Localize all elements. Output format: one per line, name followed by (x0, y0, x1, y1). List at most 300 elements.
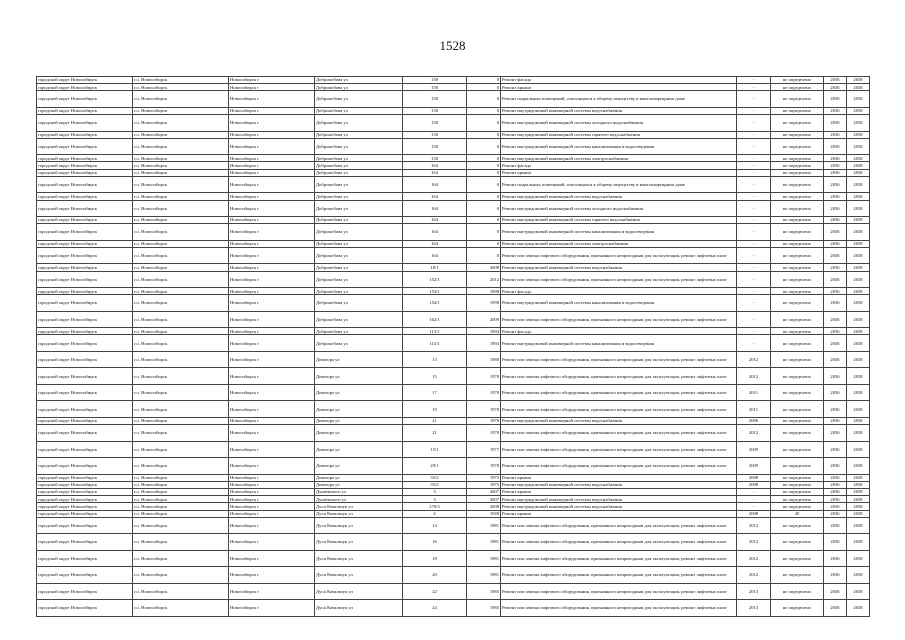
cell-district: г.о. Новосибирск (133, 115, 229, 132)
cell-work: Ремонт внутридомовой инженерной системы канализования и водоотведения (501, 335, 737, 352)
cell-street: Дунаевского ул (315, 489, 403, 496)
cell-year: 2012 (467, 271, 501, 288)
cell-year-from: 2036 (824, 368, 847, 385)
cell-year: 1981 (467, 567, 501, 584)
cell-house: 35/2 (403, 474, 467, 481)
cell-last-repair: 2013 (737, 600, 771, 617)
cell-settlement: Новосибирск г (229, 271, 315, 288)
cell-district: г.о. Новосибирск (133, 131, 229, 138)
cell-settlement: Новосибирск г (229, 384, 315, 401)
cell-cost: не определено (771, 247, 824, 264)
cell-house: 29/1 (403, 458, 467, 475)
cell-year-to: 2038 (847, 77, 870, 84)
cell-year-from: 2036 (824, 335, 847, 352)
cell-district: г.о. Новосибирск (133, 503, 229, 510)
cell-settlement: Новосибирск г (229, 84, 315, 91)
cell-work: Ремонт или замена лифтового оборудования, признанного непригодным для эксплуатации, ремонт лифтовых шахт (501, 247, 737, 264)
cell-district: г.о. Новосибирск (133, 401, 229, 418)
cell-street: Добромобова ул (315, 247, 403, 264)
cell-cost: не определено (771, 489, 824, 496)
cell-district: г.о. Новосибирск (133, 288, 229, 295)
cell-year-from: 2036 (824, 328, 847, 335)
table-row (37, 271, 870, 288)
cell-work: Ремонт подвальных помещений, относящихся к общему имуществу в многоквартирном доме (501, 176, 737, 193)
cell-work: Ремонт крыши (501, 489, 737, 496)
table-row (37, 458, 870, 475)
cell-work: Ремонт внутридомовой инженерной системы холодного водоснабжения (501, 200, 737, 217)
cell-district: г.о. Новосибирск (133, 583, 229, 600)
cell-house: 21 (403, 417, 467, 424)
cell-last-repair: - (737, 295, 771, 312)
table-row (37, 115, 870, 132)
cell-year: 1994 (467, 335, 501, 352)
table-row (37, 295, 870, 312)
cell-district: г.о. Новосибирск (133, 138, 229, 155)
cell-cost: не определено (771, 481, 824, 488)
cell-year: 1978 (467, 458, 501, 475)
cell-year: 0 (467, 107, 501, 114)
cell-year: 1998 (467, 288, 501, 295)
cell-cost: не определено (771, 583, 824, 600)
cell-street: Дуси Ковальчук ул (315, 583, 403, 600)
cell-municipality: городской округ Новосибирск (37, 288, 133, 295)
cell-cost: не определено (771, 295, 824, 312)
cell-year-to: 2038 (847, 503, 870, 510)
cell-settlement: Новосибирск г (229, 295, 315, 312)
cell-last-repair: - (737, 91, 771, 108)
cell-settlement: Новосибирск г (229, 474, 315, 481)
cell-work: Ремонт крыши (501, 474, 737, 481)
cell-year: 0 (467, 224, 501, 241)
cell-house: 113/1 (403, 328, 467, 335)
cell-year-from: 2036 (824, 264, 847, 271)
cell-year: 0 (467, 217, 501, 224)
cell-district: г.о. Новосибирск (133, 368, 229, 385)
table-row (37, 155, 870, 162)
cell-municipality: городской округ Новосибирск (37, 441, 133, 458)
cell-year: 1975 (467, 474, 501, 481)
cell-year: 1978 (467, 401, 501, 418)
cell-house: 164 (403, 162, 467, 169)
cell-year: 1978 (467, 425, 501, 442)
table-row (37, 240, 870, 247)
cell-district: г.о. Новосибирск (133, 550, 229, 567)
cell-street: Доватора ул (315, 474, 403, 481)
cell-house: 276/3 (403, 503, 467, 510)
cell-work: Ремонт или замена лифтового оборудования, признанного непригодным для эксплуатации, ремонт лифтовых шахт (501, 368, 737, 385)
cell-house: 164 (403, 217, 467, 224)
cell-street: Доватора ул (315, 458, 403, 475)
cell-settlement: Новосибирск г (229, 217, 315, 224)
cell-year: 0 (467, 169, 501, 176)
cell-year-from: 2036 (824, 351, 847, 368)
cell-year-from: 2036 (824, 240, 847, 247)
cell-house: 3 (403, 496, 467, 503)
cell-street: Дуси Ковальчук ул (315, 550, 403, 567)
cell-municipality: городской округ Новосибирск (37, 169, 133, 176)
cell-year-to: 2038 (847, 328, 870, 335)
cell-year-from: 2036 (824, 217, 847, 224)
cell-year-to: 2038 (847, 417, 870, 424)
cell-year: 0 (467, 138, 501, 155)
cell-municipality: городской округ Новосибирск (37, 335, 133, 352)
table-row (37, 417, 870, 424)
table-row (37, 77, 870, 84)
cell-cost: не определено (771, 328, 824, 335)
cell-district: г.о. Новосибирск (133, 240, 229, 247)
cell-municipality: городской округ Новосибирск (37, 474, 133, 481)
cell-work: Ремонт внутридомовой инженерной системы электроснабжения (501, 240, 737, 247)
cell-cost: не определено (771, 176, 824, 193)
cell-year-to: 2038 (847, 458, 870, 475)
cell-street: Доватора ул (315, 441, 403, 458)
cell-settlement: Новосибирск г (229, 534, 315, 551)
cell-municipality: городской округ Новосибирск (37, 176, 133, 193)
table-row (37, 496, 870, 503)
cell-year: 1978 (467, 384, 501, 401)
table-row (37, 264, 870, 271)
cell-cost: не определено (771, 441, 824, 458)
cell-house: 16 (403, 534, 467, 551)
cell-district: г.о. Новосибирск (133, 264, 229, 271)
table-row (37, 474, 870, 481)
cell-work: Ремонт фасада (501, 162, 737, 169)
table-row (37, 328, 870, 335)
cell-settlement: Новосибирск г (229, 510, 315, 517)
cell-work: Ремонт или замена лифтового оборудования, признанного непригодным для эксплуатации, ремонт лифтовых шахт (501, 567, 737, 584)
cell-cost: не определено (771, 534, 824, 551)
cell-year-to: 2038 (847, 224, 870, 241)
cell-cost: не определено (771, 368, 824, 385)
cell-house: 154/1 (403, 295, 467, 312)
cell-year: 0 (467, 91, 501, 108)
cell-year: 1977 (467, 441, 501, 458)
cell-street: Добромобова ул (315, 193, 403, 200)
cell-year-from: 2036 (824, 425, 847, 442)
cell-district: г.о. Новосибирск (133, 169, 229, 176)
cell-street: Добромобова ул (315, 107, 403, 114)
cell-settlement: Новосибирск г (229, 401, 315, 418)
cell-year-to: 2038 (847, 271, 870, 288)
cell-settlement: Новосибирск г (229, 162, 315, 169)
table-row (37, 510, 870, 517)
cell-cost: не определено (771, 115, 824, 132)
cell-settlement: Новосибирск г (229, 335, 315, 352)
cell-municipality: городской округ Новосибирск (37, 264, 133, 271)
cell-street: Добромобова ул (315, 217, 403, 224)
cell-municipality: городской округ Новосибирск (37, 384, 133, 401)
cell-work: Ремонт фасада (501, 77, 737, 84)
table-row (37, 384, 870, 401)
cell-year: 1978 (467, 368, 501, 385)
cell-work: Ремонт крыши (501, 84, 737, 91)
cell-street: Добромобова ул (315, 311, 403, 328)
cell-year-from: 2036 (824, 474, 847, 481)
table-row (37, 247, 870, 264)
table-row (37, 193, 870, 200)
cell-settlement: Новосибирск г (229, 368, 315, 385)
cell-district: г.о. Новосибирск (133, 351, 229, 368)
cell-street: Добромобова ул (315, 264, 403, 271)
cell-last-repair: - (737, 311, 771, 328)
cell-last-repair: - (737, 496, 771, 503)
cell-house: 15 (403, 368, 467, 385)
cell-year-from: 2036 (824, 510, 847, 517)
cell-settlement: Новосибирск г (229, 115, 315, 132)
table-row (37, 217, 870, 224)
table-row (37, 401, 870, 418)
cell-street: Добромобова ул (315, 176, 403, 193)
table-row (37, 583, 870, 600)
cell-year-from: 2036 (824, 288, 847, 295)
cell-district: г.о. Новосибирск (133, 176, 229, 193)
cell-house: 15/1 (403, 441, 467, 458)
cell-house: 21 (403, 425, 467, 442)
cell-work: Ремонт внутридомовой инженерной системы водоснабжения (501, 503, 737, 510)
cell-municipality: городской округ Новосибирск (37, 107, 133, 114)
cell-house: 13 (403, 351, 467, 368)
table-row (37, 534, 870, 551)
cell-district: г.о. Новосибирск (133, 441, 229, 458)
cell-year-from: 2036 (824, 481, 847, 488)
cell-year-to: 2038 (847, 489, 870, 496)
cell-cost: не определено (771, 600, 824, 617)
cell-settlement: Новосибирск г (229, 489, 315, 496)
table-row (37, 481, 870, 488)
cell-house: 152/1 (403, 271, 467, 288)
cell-street: Доватора ул (315, 417, 403, 424)
cell-municipality: городской округ Новосибирск (37, 217, 133, 224)
cell-last-repair: - (737, 271, 771, 288)
table-row (37, 169, 870, 176)
table-row (37, 425, 870, 442)
cell-district: г.о. Новосибирск (133, 481, 229, 488)
cell-year: 1949 (467, 510, 501, 517)
cell-work: Ремонт внутридомовой инженерной системы холодного водоснабжения (501, 115, 737, 132)
cell-cost: не определено (771, 517, 824, 534)
cell-settlement: Новосибирск г (229, 155, 315, 162)
cell-year-from: 2036 (824, 534, 847, 551)
cell-work: Ремонт подвальных помещений, относящихся к общему имуществу в многоквартирном доме (501, 91, 737, 108)
cell-last-repair: 2006 (737, 417, 771, 424)
cell-work: Ремонт или замена лифтового оборудования, признанного непригодным для эксплуатации, ремонт лифтовых шахт (501, 311, 737, 328)
cell-last-repair: - (737, 107, 771, 114)
cell-year-from: 2036 (824, 155, 847, 162)
cell-last-repair: 2012 (737, 517, 771, 534)
cell-house: 113/1 (403, 335, 467, 352)
cell-year: 0 (467, 155, 501, 162)
cell-district: г.о. Новосибирск (133, 534, 229, 551)
cell-last-repair: - (737, 489, 771, 496)
cell-year-to: 2038 (847, 200, 870, 217)
cell-street: Добромобова ул (315, 240, 403, 247)
table-row (37, 176, 870, 193)
cell-last-repair: 2011 (737, 401, 771, 418)
cell-cost: не определено (771, 474, 824, 481)
cell-street: Дунаевского ул (315, 496, 403, 503)
cell-year-to: 2038 (847, 335, 870, 352)
cell-municipality: городской округ Новосибирск (37, 240, 133, 247)
cell-year: 1981 (467, 550, 501, 567)
cell-year-to: 2038 (847, 91, 870, 108)
cell-street: Доватора ул (315, 481, 403, 488)
cell-street: Доватора ул (315, 368, 403, 385)
cell-settlement: Новосибирск г (229, 351, 315, 368)
cell-street: Добромобова ул (315, 169, 403, 176)
cell-house: 35/2 (403, 481, 467, 488)
cell-work: Ремонт внутридомовой инженерной системы канализования и водоотведения (501, 138, 737, 155)
cell-cost: не определено (771, 162, 824, 169)
cell-street: Дуси Ковальчук ул (315, 567, 403, 584)
cell-house: 158 (403, 91, 467, 108)
cell-year-to: 2038 (847, 510, 870, 517)
table-row (37, 131, 870, 138)
cell-work: Ремонт фасада (501, 328, 737, 335)
cell-district: г.о. Новосибирск (133, 425, 229, 442)
cell-year: 1975 (467, 481, 501, 488)
cell-district: г.о. Новосибирск (133, 474, 229, 481)
cell-year: 0 (467, 193, 501, 200)
cell-settlement: Новосибирск г (229, 131, 315, 138)
cell-year: 0 (467, 176, 501, 193)
cell-municipality: городской округ Новосибирск (37, 567, 133, 584)
cell-street: Добромобова ул (315, 91, 403, 108)
cell-year: 1985 (467, 600, 501, 617)
table-row (37, 311, 870, 328)
cell-year: 1980 (467, 351, 501, 368)
cell-cost: не определено (771, 107, 824, 114)
cell-district: г.о. Новосибирск (133, 200, 229, 217)
cell-work: Ремонт внутридомовой инженерной системы электроснабжения (501, 155, 737, 162)
cell-work: Ремонт внутридомовой инженерной системы водоснабжения (501, 264, 737, 271)
cell-settlement: Новосибирск г (229, 328, 315, 335)
cell-work: Ремонт или замена лифтового оборудования, признанного непригодным для эксплуатации, ремонт лифтовых шахт (501, 384, 737, 401)
cell-year-from: 2036 (824, 84, 847, 91)
cell-settlement: Новосибирск г (229, 138, 315, 155)
cell-year-to: 2038 (847, 517, 870, 534)
cell-district: г.о. Новосибирск (133, 107, 229, 114)
cell-district: г.о. Новосибирск (133, 77, 229, 84)
cell-work: Ремонт внутридомовой инженерной системы водоснабжения (501, 417, 737, 424)
cell-work: Ремонт внутридомовой инженерной системы канализования и водоотведения (501, 224, 737, 241)
cell-year-to: 2038 (847, 600, 870, 617)
cell-year-from: 2036 (824, 583, 847, 600)
cell-municipality: городской округ Новосибирск (37, 247, 133, 264)
cell-year-from: 2036 (824, 91, 847, 108)
cell-house: 158 (403, 115, 467, 132)
table-row (37, 517, 870, 534)
cell-house: 22 (403, 583, 467, 600)
cell-municipality: городской округ Новосибирск (37, 425, 133, 442)
cell-year-to: 2038 (847, 351, 870, 368)
cell-year-to: 2038 (847, 567, 870, 584)
table-row (37, 138, 870, 155)
cell-cost: не определено (771, 217, 824, 224)
cell-work: Ремонт внутридомовой инженерной системы канализования и водоотведения (501, 295, 737, 312)
cell-year-from: 2036 (824, 107, 847, 114)
cell-year: 2008 (467, 264, 501, 271)
cell-work: Ремонт или замена лифтового оборудования, признанного непригодным для эксплуатации, ремонт лифтовых шахт (501, 600, 737, 617)
cell-year-to: 2038 (847, 131, 870, 138)
cell-cost: не определено (771, 425, 824, 442)
cell-house: 158 (403, 84, 467, 91)
cell-cost: не определено (771, 401, 824, 418)
cell-work: Ремонт или замена лифтового оборудования, признанного непригодным для эксплуатации, ремонт лифтовых шахт (501, 550, 737, 567)
cell-street: Добромобова ул (315, 84, 403, 91)
cell-settlement: Новосибирск г (229, 200, 315, 217)
cell-municipality: городской округ Новосибирск (37, 550, 133, 567)
cell-district: г.о. Новосибирск (133, 496, 229, 503)
cell-last-repair: 2008 (737, 510, 771, 517)
cell-district: г.о. Новосибирск (133, 458, 229, 475)
cell-year-to: 2038 (847, 441, 870, 458)
cell-year-to: 2038 (847, 107, 870, 114)
cell-house: 164 (403, 200, 467, 217)
cell-street: Дуси Ковальчук ул (315, 510, 403, 517)
cell-cost: не определено (771, 84, 824, 91)
cell-last-repair: 2009 (737, 441, 771, 458)
cell-last-repair: 2012 (737, 368, 771, 385)
cell-year-from: 2036 (824, 224, 847, 241)
cell-settlement: Новосибирск г (229, 224, 315, 241)
cell-cost: не определено (771, 77, 824, 84)
table-row (37, 224, 870, 241)
cell-settlement: Новосибирск г (229, 311, 315, 328)
cell-street: Добромобова ул (315, 115, 403, 132)
cell-district: г.о. Новосибирск (133, 600, 229, 617)
cell-year-from: 2036 (824, 417, 847, 424)
cell-cost: не определено (771, 550, 824, 567)
cell-year-to: 2038 (847, 496, 870, 503)
cell-municipality: городской округ Новосибирск (37, 131, 133, 138)
cell-year: 1978 (467, 417, 501, 424)
cell-last-repair: 2012 (737, 567, 771, 584)
cell-cost: не определено (771, 155, 824, 162)
cell-district: г.о. Новосибирск (133, 193, 229, 200)
cell-street: Дуси Ковальчук ул (315, 503, 403, 510)
table-row (37, 368, 870, 385)
cell-street: Добромобова ул (315, 162, 403, 169)
cell-cost: не определено (771, 193, 824, 200)
cell-district: г.о. Новосибирск (133, 247, 229, 264)
cell-last-repair: 2012 (737, 351, 771, 368)
cell-street: Добромобова ул (315, 295, 403, 312)
cell-work: Ремонт или замена лифтового оборудования, признанного непригодным для эксплуатации, ремонт лифтовых шахт (501, 517, 737, 534)
cell-settlement: Новосибирск г (229, 567, 315, 584)
cell-settlement: Новосибирск г (229, 240, 315, 247)
cell-year-from: 2036 (824, 77, 847, 84)
cell-year: 2009 (467, 311, 501, 328)
cell-cost: не определено (771, 351, 824, 368)
cell-house: 14 (403, 517, 467, 534)
cell-settlement: Новосибирск г (229, 169, 315, 176)
cell-house: 164 (403, 169, 467, 176)
cell-municipality: городской округ Новосибирск (37, 417, 133, 424)
cell-cost: не определено (771, 91, 824, 108)
cell-cost: не определено (771, 567, 824, 584)
cell-cost: не определено (771, 503, 824, 510)
cell-year-from: 2036 (824, 496, 847, 503)
cell-street: Дуси Ковальчук ул (315, 600, 403, 617)
cell-work: Ремонт внутридомовой инженерной системы водоснабжения (501, 193, 737, 200)
cell-municipality: городской округ Новосибирск (37, 328, 133, 335)
cell-work: Ремонт или замена лифтового оборудования, признанного непригодным для эксплуатации, ремонт лифтовых шахт (501, 425, 737, 442)
cell-district: г.о. Новосибирск (133, 84, 229, 91)
cell-house: 164 (403, 247, 467, 264)
cell-year-from: 2036 (824, 200, 847, 217)
cell-work: Ремонт или замена лифтового оборудования, признанного непригодным для эксплуатации, ремонт лифтовых шахт (501, 534, 737, 551)
cell-year-to: 2038 (847, 311, 870, 328)
